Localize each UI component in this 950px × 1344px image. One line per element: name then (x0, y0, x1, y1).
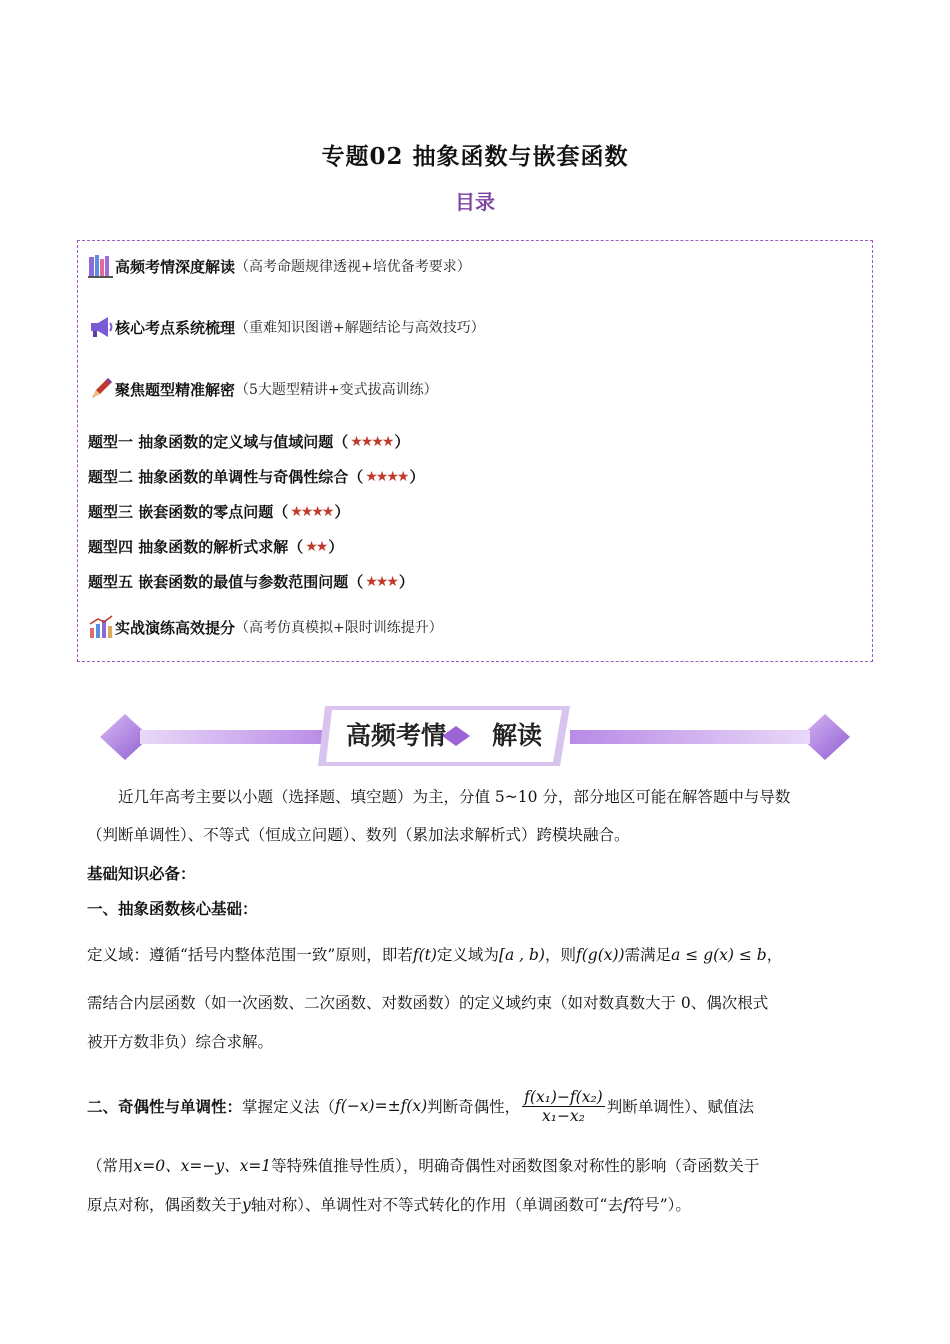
toc-section-note: （高考仿真模拟+限时训练提升） (235, 620, 443, 636)
toc-section-2[interactable] (88, 314, 485, 340)
type-label: 题型四 抽象函数的解析式求解 (88, 538, 289, 556)
section-heading-2: 二、奇偶性与单调性： (87, 1098, 243, 1116)
odd-line-1 (87, 1076, 877, 1136)
domain-line-1 (87, 936, 867, 974)
toc-type-1[interactable] (88, 431, 409, 452)
toc-section-4[interactable] (88, 614, 443, 640)
toc-section-note: （5大题型精讲+变式拔高训练） (235, 382, 438, 398)
page-title: 专题02 抽象函数与嵌套函数 (321, 143, 629, 170)
pencil-icon (88, 376, 114, 402)
star-rating: ★★★★ (290, 503, 333, 520)
toc-box (77, 240, 873, 662)
star-rating: ★★ (305, 538, 327, 555)
section-heading-1: 一、抽象函数核心基础： (87, 900, 258, 918)
banner-text-left: 高频考情 (346, 721, 447, 750)
math-inequality: a ≤ g(x) ≤ b (671, 946, 767, 964)
base-heading: 基础知识必备： (87, 865, 196, 883)
fraction-numerator: f(x₁)−f(x₂) (524, 1087, 603, 1106)
math-y: y (242, 1196, 251, 1214)
toc-section-label: 聚焦题型精准解密 (115, 380, 236, 399)
type-label: 题型三 嵌套函数的零点问题 (88, 503, 274, 521)
domain-line-2: 需结合内层函数（如一次函数、二次函数、对数函数）的定义域约束（如对数真数大于 0、偶次根式 (87, 994, 769, 1012)
text-run: 定义域为 (436, 946, 499, 964)
odd-line-2 (87, 1147, 867, 1185)
math-f: f (622, 1196, 629, 1214)
text-run: 原点对称，偶函数关于 (87, 1196, 243, 1214)
toc-section-note: （重难知识图谱+解题结论与高效技巧） (235, 320, 485, 336)
megaphone-icon (88, 314, 114, 340)
math-interval: [a , b) (498, 946, 545, 964)
math-special-values: x=0、x=−y、x=1 (133, 1157, 272, 1175)
text-run: ， (766, 946, 783, 964)
type-label: 题型二 抽象函数的单调性与奇偶性综合 (88, 468, 349, 486)
star-rating: ★★★★ (365, 468, 408, 485)
toc-section-label: 高频考情深度解读 (115, 257, 236, 276)
paren-close: ） (334, 503, 350, 521)
toc-section-3[interactable] (88, 376, 438, 402)
math-odd-formula: f(−x)=±f(x) (335, 1097, 428, 1115)
text-run: 定义域：遵循“括号内整体范围一致”原则，即若 (87, 946, 413, 964)
toc-type-5[interactable] (88, 571, 414, 592)
star-rating: ★★★ (365, 573, 397, 590)
math-ft: f(t) (412, 946, 437, 964)
type-label: 题型五 嵌套函数的最值与参数范围问题 (88, 573, 349, 591)
text-run: 需满足 (624, 946, 672, 964)
toc-heading: 目录 (455, 190, 495, 214)
toc-type-3[interactable] (88, 501, 349, 522)
toc-section-label: 实战演练高效提分 (115, 618, 236, 637)
intro-line-1: 近几年高考主要以小题（选择题、填空题）为主，分值 5~10 分，部分地区可能在解答题中与导数 (118, 788, 791, 806)
paren-close: ） (394, 433, 410, 451)
fraction-denominator: x₁−x₂ (541, 1106, 585, 1125)
text-run: （常用 (87, 1157, 134, 1175)
text-run: 符号”）。 (628, 1196, 691, 1214)
intro-line-2: （判断单调性）、不等式（恒成立问题）、数列（累加法求解析式）跨模块融合。 (87, 826, 630, 844)
text-run: 轴对称）、单调性对不等式转化的作用（单调函数可“去 (250, 1196, 623, 1214)
text-run: 等特殊值推导性质），明确奇偶性对函数图象对称性的影响（奇函数关于 (271, 1157, 760, 1175)
banner-text-right: 解读 (492, 721, 543, 750)
paren-open: （ (333, 433, 349, 451)
toc-section-1[interactable] (88, 253, 471, 279)
math-fraction (522, 1088, 605, 1125)
paren-close: ） (328, 538, 344, 556)
paren-open: （ (288, 538, 304, 556)
text-run: 判断奇偶性， (427, 1098, 521, 1116)
star-rating: ★★★★ (350, 433, 393, 450)
toc-type-2[interactable] (88, 466, 424, 487)
toc-section-label: 核心考点系统梳理 (115, 318, 236, 337)
type-label: 题型一 抽象函数的定义域与值域问题 (88, 433, 334, 451)
paren-open: （ (348, 468, 364, 486)
text-run: 掌握定义法（ (242, 1098, 336, 1116)
paren-open: （ (273, 503, 289, 521)
paren-open: （ (348, 573, 364, 591)
paren-close: ） (398, 573, 414, 591)
text-run: ，则 (544, 946, 576, 964)
toc-section-note: （高考命题规律透视+培优备考要求） (235, 259, 471, 275)
math-fgx: f(g(x)) (576, 946, 625, 964)
books-icon (88, 253, 114, 279)
toc-type-4[interactable] (88, 536, 343, 557)
chart-icon (88, 614, 114, 640)
section-banner (100, 702, 850, 772)
domain-line-3: 被开方数非负）综合求解。 (87, 1033, 274, 1051)
text-run: 判断单调性）、赋值法 (606, 1098, 754, 1116)
odd-line-3 (87, 1186, 867, 1224)
paren-close: ） (409, 468, 425, 486)
